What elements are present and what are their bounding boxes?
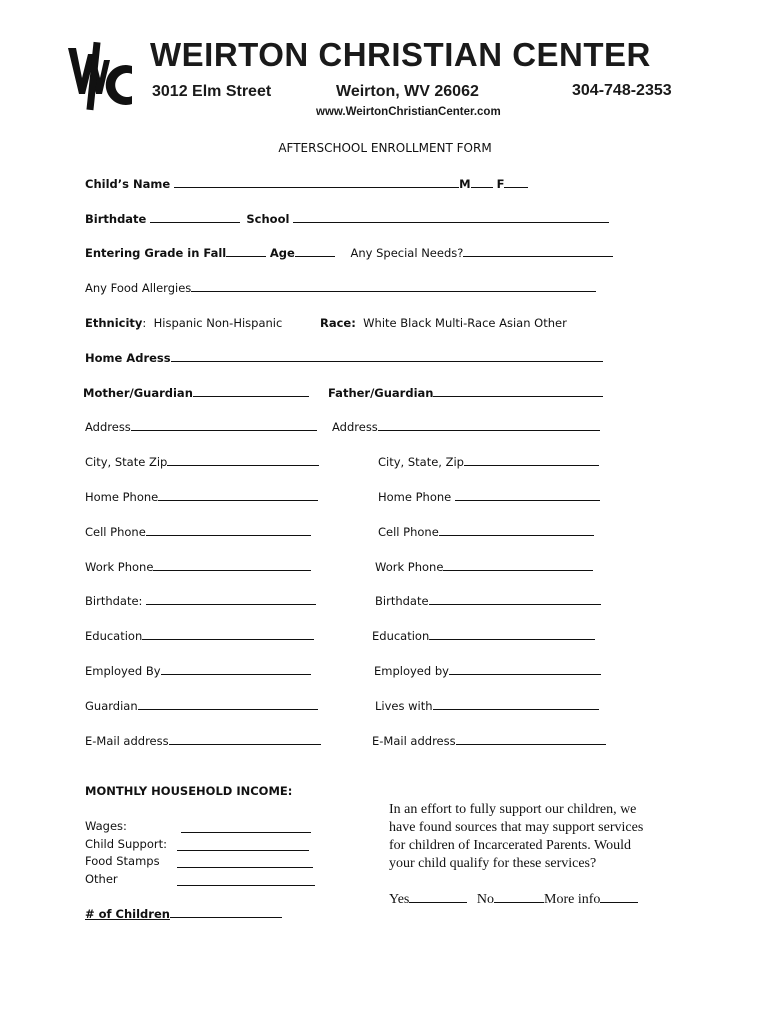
field-label: Cell Phone	[378, 525, 439, 539]
food-stamps-label: Food Stamps	[85, 854, 160, 868]
mother-education-row	[85, 629, 314, 643]
wages-label: Wages:	[85, 819, 127, 833]
home-address-label: Home Adress	[85, 351, 171, 365]
mother-birthdate-row	[85, 594, 316, 608]
field-label: City, State Zip	[85, 455, 168, 469]
more-info-field[interactable]	[600, 890, 638, 903]
mother-cell-phone-row	[85, 525, 311, 539]
mother-address-field[interactable]	[131, 420, 317, 431]
father-education-field[interactable]	[429, 629, 595, 640]
mother-city-field[interactable]	[167, 455, 319, 466]
father-birthdate-field[interactable]	[429, 594, 601, 605]
mother-birthdate-field[interactable]	[146, 594, 316, 605]
father-city-row	[378, 455, 599, 469]
father-email-field[interactable]	[456, 734, 606, 745]
income-heading: MONTHLY HOUSEHOLD INCOME:	[85, 784, 293, 798]
field-label: Education	[372, 629, 430, 643]
field-label: Work Phone	[85, 560, 154, 574]
support-paragraph	[389, 801, 643, 873]
child-name-label: Child’s Name	[85, 177, 171, 191]
support-answer-row	[389, 890, 638, 909]
mother-guardian-field[interactable]	[138, 699, 318, 710]
father-cell-phone-field[interactable]	[439, 525, 594, 536]
org-website: www.WeirtonChristianCenter.com	[316, 106, 501, 118]
grade-age-row	[85, 246, 613, 260]
field-label: Address	[332, 420, 378, 434]
field-label: Employed by	[374, 664, 449, 678]
mother-city-row	[85, 455, 319, 469]
race-options[interactable]: White Black Multi-Race Asian Other	[363, 316, 567, 330]
mother-home-phone-row	[85, 490, 318, 504]
mother-education-field[interactable]	[142, 629, 314, 640]
field-label: Lives with	[375, 699, 433, 713]
allergies-label: Any Food Allergies	[85, 281, 192, 295]
children-count-row	[85, 907, 282, 921]
field-label: Cell Phone	[85, 525, 146, 539]
wages-field[interactable]	[181, 822, 311, 833]
female-label: F	[496, 177, 505, 191]
father-employer-field[interactable]	[449, 664, 601, 675]
father-home-phone-row	[378, 490, 600, 504]
grade-label: Entering Grade in Fall	[85, 246, 227, 260]
field-label: Home Phone	[85, 490, 159, 504]
food-stamps-field[interactable]	[177, 857, 313, 868]
birthdate-label: Birthdate	[85, 212, 147, 226]
no-field[interactable]	[494, 890, 544, 903]
support-line: have found sources that may support services	[389, 820, 644, 835]
field-label: Work Phone	[375, 560, 444, 574]
male-label: M	[459, 177, 471, 191]
father-cell-phone-row	[378, 525, 594, 539]
mother-work-phone-field[interactable]	[153, 560, 311, 571]
father-field[interactable]	[433, 386, 603, 397]
female-field[interactable]	[504, 177, 528, 188]
race-row	[320, 316, 567, 330]
child-support-field[interactable]	[177, 840, 309, 851]
father-employer-row	[374, 664, 601, 678]
child-name-field[interactable]	[174, 177, 459, 188]
age-field[interactable]	[295, 246, 335, 257]
father-label: Father/Guardian	[328, 386, 434, 400]
city-address: Weirton, WV 26062	[336, 83, 479, 100]
grade-field[interactable]	[226, 246, 266, 257]
special-needs-label: Any Special Needs?	[350, 246, 464, 260]
field-label: E-Mail address	[372, 734, 456, 748]
mother-guardian-row	[85, 699, 318, 713]
ethnicity-label: Ethnicity	[85, 316, 143, 330]
ethnicity-row	[85, 316, 282, 330]
street-address: 3012 Elm Street	[152, 83, 272, 100]
mother-label: Mother/Guardian	[83, 386, 193, 400]
birthdate-school-row	[85, 212, 609, 226]
father-work-phone-row	[375, 560, 593, 574]
home-address-row	[85, 351, 603, 365]
mother-cell-phone-field[interactable]	[146, 525, 311, 536]
field-label: E-Mail address	[85, 734, 169, 748]
mother-email-field[interactable]	[169, 734, 321, 745]
mother-home-phone-field[interactable]	[158, 490, 318, 501]
mother-row	[83, 386, 309, 400]
father-education-row	[372, 629, 595, 643]
other-income-field[interactable]	[177, 875, 315, 886]
male-field[interactable]	[471, 177, 493, 188]
support-line: In an effort to fully support our children, we	[389, 802, 637, 817]
field-label: Home Phone	[378, 490, 452, 504]
child-name-row	[85, 177, 528, 191]
mother-work-phone-row	[85, 560, 311, 574]
father-email-row	[372, 734, 606, 748]
father-home-phone-field[interactable]	[455, 490, 600, 501]
field-label: Birthdate	[375, 594, 429, 608]
father-birthdate-row	[375, 594, 601, 608]
father-address-field[interactable]	[378, 420, 600, 431]
more-info-label: More info	[544, 892, 601, 907]
school-field[interactable]	[293, 212, 609, 223]
wcc-logo-icon	[66, 40, 136, 112]
ethnicity-options[interactable]: Hispanic Non-Hispanic	[153, 316, 283, 330]
allergies-field[interactable]	[191, 281, 596, 292]
age-label: Age	[269, 246, 295, 260]
father-city-field[interactable]	[464, 455, 599, 466]
allergies-row	[85, 281, 596, 295]
home-address-field[interactable]	[171, 351, 603, 362]
child-support-label: Child Support:	[85, 837, 167, 851]
no-label: No	[476, 892, 494, 907]
support-line: your child qualify for these services?	[389, 856, 597, 871]
org-name: WEIRTON CHRISTIAN CENTER	[150, 36, 651, 73]
race-label: Race:	[320, 316, 356, 330]
support-line: for children of Incarcerated Parents. Would	[389, 838, 631, 853]
yes-field[interactable]	[409, 890, 467, 903]
mother-email-row	[85, 734, 321, 748]
form-title: AFTERSCHOOL ENROLLMENT FORM	[278, 141, 492, 155]
org-phone: 304-748-2353	[572, 82, 672, 99]
father-lives-with-row	[375, 699, 599, 713]
mother-field[interactable]	[193, 386, 309, 397]
field-label: Address	[85, 420, 131, 434]
mother-address-row	[85, 420, 317, 434]
father-work-phone-field[interactable]	[443, 560, 593, 571]
field-label: Education	[85, 629, 143, 643]
field-label: Birthdate:	[85, 594, 143, 608]
father-row	[328, 386, 603, 400]
other-income-label: Other	[85, 872, 118, 886]
mother-employer-row	[85, 664, 311, 678]
field-label: Guardian	[85, 699, 138, 713]
school-label: School	[246, 212, 290, 226]
mother-employer-field[interactable]	[161, 664, 311, 675]
birthdate-field[interactable]	[150, 212, 240, 223]
field-label: City, State, Zip	[378, 455, 464, 469]
father-address-row	[332, 420, 600, 434]
special-needs-field[interactable]	[463, 246, 613, 257]
children-count-label: # of Children	[85, 907, 170, 921]
field-label: Employed By	[85, 664, 161, 678]
children-count-field[interactable]	[170, 907, 282, 918]
ethnicity-colon: :	[142, 316, 147, 330]
yes-label: Yes	[389, 892, 410, 907]
father-lives-with-field[interactable]	[433, 699, 599, 710]
